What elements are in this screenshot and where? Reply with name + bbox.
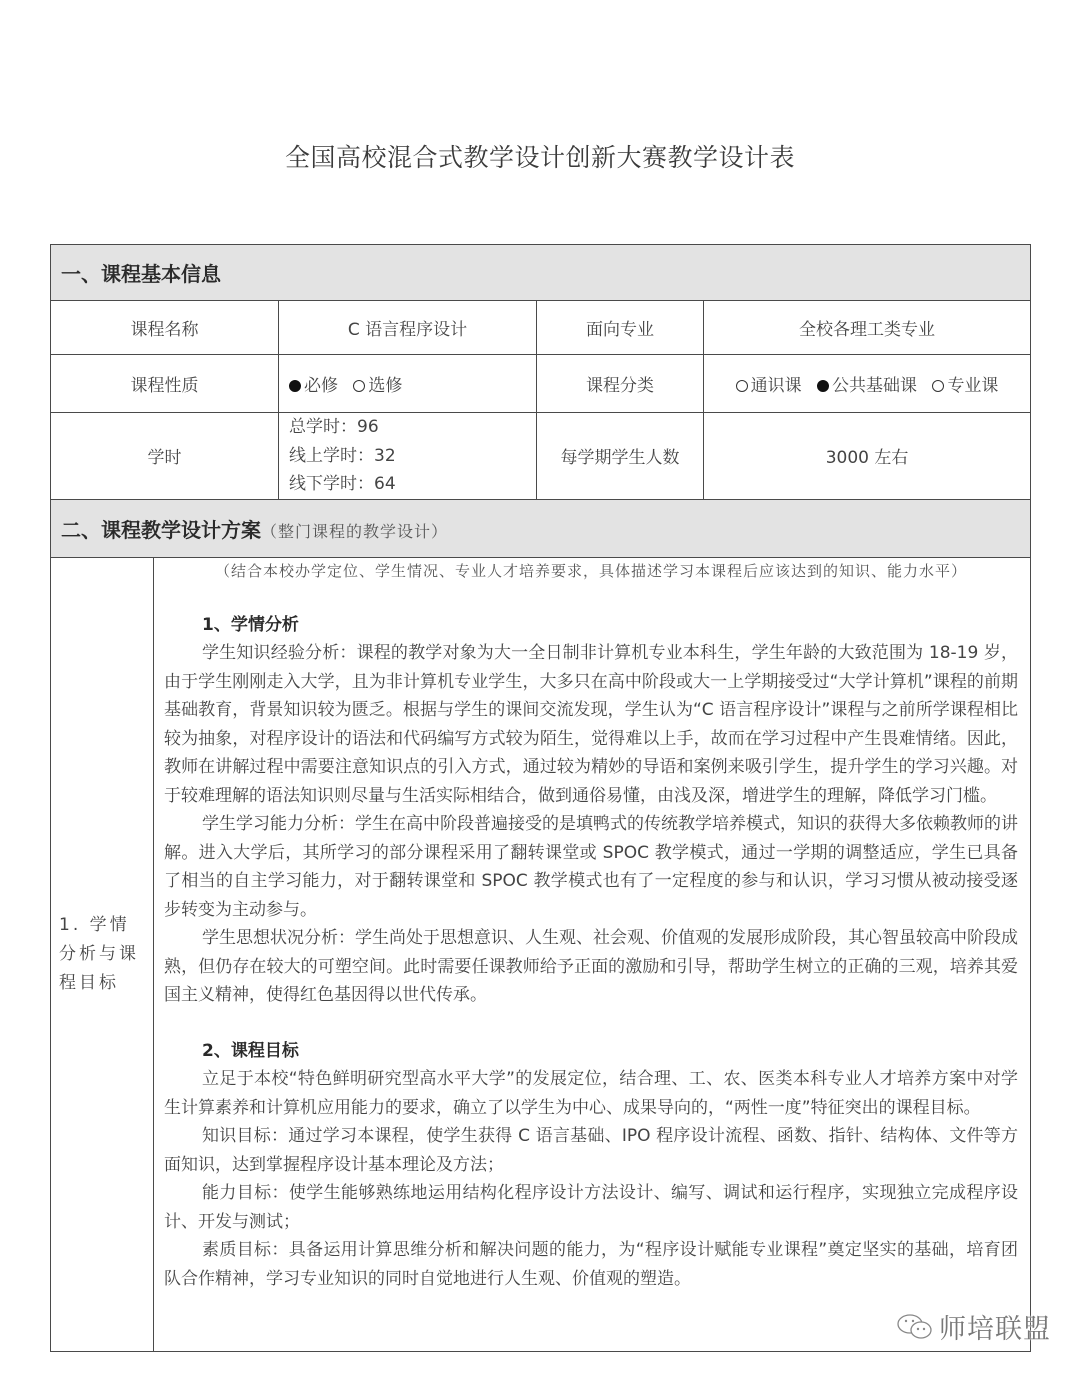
course-name-value: C 语言程序设计 [279, 301, 537, 355]
section2-heading-note: （整门课程的教学设计） [261, 521, 449, 541]
radio-filled-icon [817, 380, 829, 392]
students-per-term-value: 3000 左右 [704, 413, 1031, 500]
hours-values [279, 413, 537, 500]
ideology-analysis-paragraph: 学生思想状况分析：学生尚处于思想意识、人生观、社会观、价值观的发展形成阶段，其心智虽较高中阶段成熟，但仍存在较大的可塑空间。此时需要任课教师给予正面的激励和引导，帮助学生树立的正确的三观，培养其爱国主义精神，使得红色基因得以世代传承。 [164, 928, 1019, 1005]
radio-public-basic[interactable]: 公共基础课 [817, 371, 917, 396]
students-per-term-label: 每学期学生人数 [537, 413, 704, 500]
online-hours: 线上学时：32 [289, 445, 396, 466]
total-hours: 总学时：96 [289, 417, 379, 437]
radio-required[interactable]: 必修 [289, 371, 338, 396]
radio-major[interactable]: 专业课 [932, 371, 998, 396]
course-name-label: 课程名称 [51, 301, 279, 355]
target-major-value: 全校各理工类专业 [704, 301, 1031, 355]
wechat-icon [895, 1312, 935, 1342]
radio-empty-icon [353, 380, 365, 392]
quality-objective-paragraph: 素质目标：具备运用计算思维分析和解决问题的能力，为“程序设计赋能专业课程”奠定坚实的基础，培育团队合作精神，学习专业知识的同时自觉地进行人生观、价值观的塑造。 [164, 1240, 1019, 1289]
section1-heading: 一、课程基本信息 [51, 245, 1031, 301]
course-nature-label: 课程性质 [51, 355, 279, 413]
knowledge-analysis-paragraph: 学生知识经验分析：课程的教学对象为大一全日制非计算机专业本科生，学生年龄的大致范围为 18-19 岁，由于学生刚刚走入大学，且为非计算机专业学生，大多只在高中阶段或大一上学期接受过“大学计算机”课程的前期基础教育，背景知识较为匮乏。根据与学生的课间交流发现，学生认为“C 语言程序设计”课程与之前所学课程相比较为抽象，对程序设计的语法和代码编写方式较为陌生，觉得难以上手，故而在学习过程中产生畏难情绪。因此，教师在讲解过程中需要注意知识点的引入方式，通过较为精妙的导语和案例来吸引学生，提升学生的学习兴趣。对于较难理解的语法知识则尽量与生活实际相结合，做到通俗易懂，由浅及深，增进学生的理解，降低学习门槛。 [164, 643, 1019, 806]
watermark [895, 1307, 1051, 1346]
hours-label: 学时 [51, 413, 279, 500]
radio-general[interactable]: 通识课 [736, 371, 802, 396]
knowledge-objective-paragraph: 知识目标：通过学习本课程，使学生获得 C 语言基础、IPO 程序设计流程、函数、指针、结构体、文件等方面知识，达到掌握程序设计基本理论及方法； [164, 1126, 1019, 1175]
radio-filled-icon [289, 380, 301, 392]
course-category-label: 课程分类 [537, 355, 704, 413]
ability-objective-paragraph: 能力目标：使学生能够熟练地运用结构化程序设计方法设计、编写、调试和运行程序，实现独立完成程序设计、开发与测试； [164, 1183, 1019, 1232]
section2-heading: 二、课程教学设计方案（整门课程的教学设计） [51, 499, 1031, 557]
watermark-text: 师培联盟 [939, 1314, 1051, 1345]
ability-analysis-paragraph: 学生学习能力分析：学生在高中阶段普遍接受的是填鸭式的传统教学培养模式，知识的获得大多依赖教师的讲解。进入大学后，其所学习的部分课程采用了翻转课堂或 SPOC 教学模式，通过一学期的调整适应，学生已具备了相当的自主学习能力，对于翻转课堂和 SPOC 教学模式也有了一定程度的参与和认识，学习习惯从被动接受逐步转变为主动参与。 [164, 814, 1019, 920]
offline-hours: 线下学时：64 [289, 474, 396, 494]
radio-elective[interactable]: 选修 [353, 371, 402, 396]
radio-empty-icon [932, 380, 944, 392]
course-design-table [50, 244, 1031, 1352]
radio-empty-icon [736, 380, 748, 392]
learner-analysis-title: 1、学情分析 [202, 614, 299, 635]
row-label-analysis-objectives: 1. 学情分析与课程目标 [51, 557, 154, 1351]
target-major-label: 面向专业 [537, 301, 704, 355]
instruction-note: （结合本校办学定位、学生情况、专业人才培养要求，具体描述学习本课程后应该达到的知识、能力水平） [215, 561, 968, 580]
course-category-options [704, 355, 1031, 413]
objectives-intro-paragraph: 立足于本校“特色鲜明研究型高水平大学”的发展定位，结合理、工、农、医类本科专业人才培养方案中对学生计算素养和计算机应用能力的要求，确立了以学生为中心、成果导向的，“两性一度”特征突出的课程目标。 [164, 1069, 1019, 1118]
analysis-objectives-content [154, 557, 1031, 1351]
course-nature-options [279, 355, 537, 413]
document-title: 全国高校混合式教学设计创新大赛教学设计表 [284, 143, 795, 172]
course-objectives-title: 2、课程目标 [202, 1040, 299, 1061]
